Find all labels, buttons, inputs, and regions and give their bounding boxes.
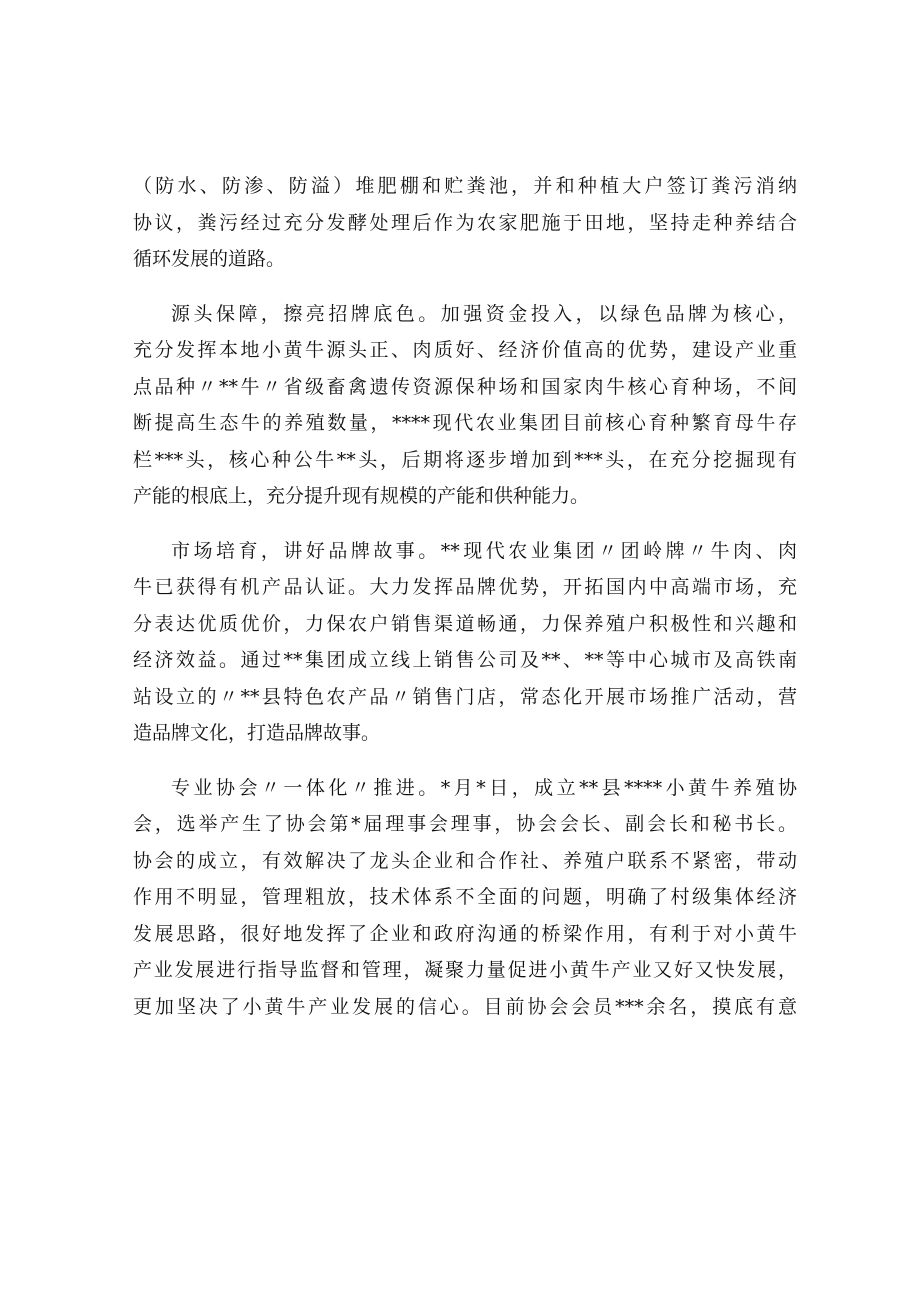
text-line: 作用不明显，管理粗放，技术体系不全面的问题，明确了村级集体经济 [133, 886, 797, 908]
paragraph-source-guarantee [133, 296, 797, 515]
text-line: 栏***头，核心种公牛**头，后期将逐步增加到***头，在充分挖掘现有 [133, 448, 797, 471]
text-line: 更加坚决了小黄牛产业发展的信心。目前协会会员***余名，摸底有意 [133, 995, 797, 1018]
text-line: 牛已获得有机产品认证。大力发挥品牌优势，开拓国内中高端市场，充 [133, 576, 797, 598]
text-line: 造品牌文化，打造品牌故事。 [133, 722, 381, 744]
text-line: 协会的成立，有效解决了龙头企业和合作社、养殖户联系不紧密，带动 [133, 849, 797, 872]
text-line: 充分发挥本地小黄牛源头正、肉质好、经济价值高的优势，建设产业重 [133, 339, 797, 361]
text-line: 发展思路，很好地发挥了企业和政府沟通的桥梁作用，有利于对小黄牛 [133, 922, 797, 945]
text-line: 站设立的〃**县特色农产品〃销售门店，常态化开展市场推广活动，营 [133, 685, 797, 708]
text-line: 点品种〃**牛〃省级畜禽遗传资源保种场和国家肉牛核心育种场，不间 [133, 375, 797, 398]
text-line: 会，选举产生了协会第*届理事会理事，协会会长、副会长和秘书长。 [133, 813, 797, 835]
text-line: 经济效益。通过**集团成立线上销售公司及**、**等中心城市及高铁南 [133, 649, 797, 671]
paragraph-manure-treatment [133, 168, 797, 278]
document-body [133, 168, 797, 1043]
text-line: 断提高生态牛的养殖数量，****现代农业集团目前核心育种繁育母牛存 [133, 412, 797, 434]
text-line: 协议，粪污经过充分发酵处理后作为农家肥施于田地，坚持走种养结合 [133, 211, 797, 234]
text-line: （防水、防渗、防溢）堆肥棚和贮粪池，并和种植大户签订粪污消纳 [133, 175, 797, 197]
paragraph-professional-association [133, 770, 797, 1026]
text-line: 市场培育，讲好品牌故事。**现代农业集团〃团岭牌〃牛肉、肉 [171, 539, 797, 562]
text-line: 分表达优质优价，力保农户销售渠道畅通，力保养殖户积极性和兴趣和 [133, 612, 797, 635]
text-line: 产能的根底上，充分提升现有规模的产能和供种能力。 [133, 485, 590, 507]
text-line: 循环发展的道路。 [133, 248, 286, 270]
text-line: 专业协会〃一体化〃推进。*月*日，成立**县****小黄牛养殖协 [171, 776, 797, 799]
text-line: 产业发展进行指导监督和管理，凝聚力量促进小黄牛产业又好又快发展， [133, 959, 797, 981]
paragraph-market-cultivation [133, 533, 797, 752]
text-line: 源头保障，擦亮招牌底色。加强资金投入，以绿色品牌为核心， [171, 302, 797, 325]
